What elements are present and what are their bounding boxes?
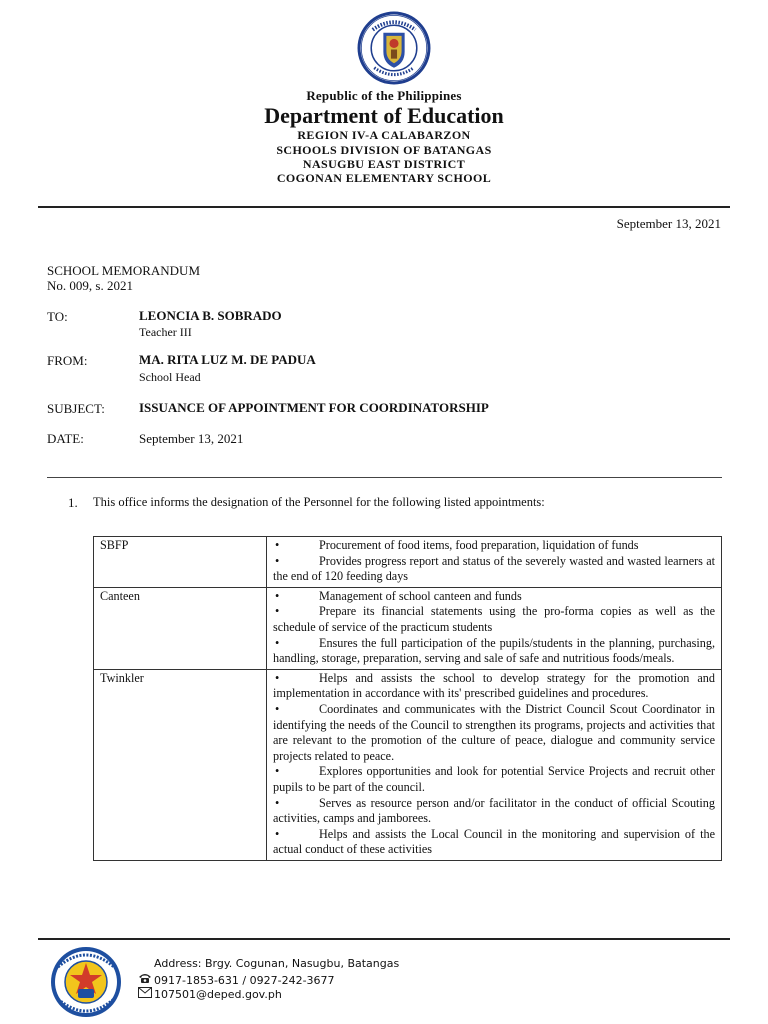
footer-phone: 0917-1853-631 / 0927-242-3677 — [154, 974, 335, 987]
date-label: DATE: — [47, 431, 84, 446]
appointments-table — [93, 536, 722, 861]
mail-icon — [138, 987, 154, 1001]
role-cell: Canteen — [94, 587, 267, 669]
table-row — [94, 669, 722, 860]
role-cell: SBFP — [94, 537, 267, 588]
department-title: Department of Education — [264, 103, 504, 128]
memo-divider — [47, 477, 722, 478]
duty-item: • Procurement of food items, food preparation, liquidation of funds — [275, 538, 639, 552]
republic-line: Republic of the Philippines — [306, 88, 462, 103]
from-label: FROM: — [47, 353, 88, 368]
role-cell: Twinkler — [94, 669, 267, 860]
from-title: School Head — [139, 370, 201, 384]
to-label: TO: — [47, 309, 68, 324]
duty-item: • Ensures the full participation of the pupils/students in the planning, purchasing, handling, storage, preparation, serving and sale of safe and nutritious foods/meals. — [273, 635, 715, 666]
bullet-icon: • — [275, 764, 280, 779]
bullet-icon: • — [275, 795, 280, 810]
memo-type: SCHOOL MEMORANDUM — [47, 263, 201, 278]
item-text: This office informs the designation of the Personnel for the following listed appointments: — [93, 495, 545, 509]
date-value: September 13, 2021 — [139, 431, 244, 446]
table-row — [94, 587, 722, 669]
bullet-icon: • — [275, 635, 280, 650]
deped-seal-logo — [356, 10, 432, 86]
to-name: LEONCIA B. SOBRADO — [139, 308, 282, 323]
subject-text: ISSUANCE OF APPOINTMENT FOR COORDINATORSHIP — [139, 400, 489, 415]
bullet-icon: • — [275, 588, 280, 603]
bullet-icon: • — [275, 701, 280, 716]
duty-item: • Explores opportunities and look for potential Service Projects and recruit other pupils to be part of the council. — [273, 764, 715, 794]
duties-cell — [267, 587, 722, 669]
bullet-icon: • — [275, 604, 280, 619]
footer-email: 107501@deped.gov.ph — [154, 988, 282, 1001]
subject-label: SUBJECT: — [47, 401, 105, 416]
memo-number: No. 009, s. 2021 — [47, 278, 133, 293]
division-line: SCHOOLS DIVISION OF BATANGAS — [276, 143, 492, 157]
memo-date-top: September 13, 2021 — [616, 216, 721, 231]
school-logo — [40, 945, 132, 1019]
duties-cell — [267, 537, 722, 588]
region-line: REGION IV-A CALABARZON — [297, 128, 471, 142]
duty-item: • Prepare its financial statements using the pro-forma copies as well as the schedule of service of the practicum students — [273, 604, 715, 634]
bullet-icon: • — [275, 826, 280, 841]
footer-divider — [38, 938, 730, 940]
duty-item: • Helps and assists the Local Council in the monitoring and supervision of the actual conduct of these activities — [273, 826, 715, 857]
duty-item: • Management of school canteen and funds — [275, 588, 522, 603]
duty-item: • Serves as resource person and/or facilitator in the conduct of official Scouting activities, camps and jamborees. — [273, 795, 715, 826]
footer-email-row — [138, 987, 282, 1001]
footer-address: Address: Brgy. Cogunan, Nasugbu, Batangas — [154, 957, 400, 970]
item-number: 1. — [68, 495, 78, 510]
from-name: MA. RITA LUZ M. DE PADUA — [139, 352, 316, 367]
header-divider — [38, 206, 730, 208]
duty-item: • Helps and assists the school to develop strategy for the promotion and implementation in accordance with its' prescribed guidelines and procedures. — [273, 670, 715, 701]
district-line: NASUGBU EAST DISTRICT — [302, 157, 466, 171]
bullet-icon: • — [275, 538, 280, 552]
duty-item: • Provides progress report and status of the severely wasted and wasted learners at the end of 120 feeding days — [273, 553, 715, 584]
duty-item: • Coordinates and communicates with the District Council Scout Coordinator in identifying the needs of the Council to strengthen its programs, projects and activities that are relevant to the promotion of the culture of peace, dialogue and community service projects related to peace. — [273, 701, 715, 763]
footer-phone-row — [138, 972, 335, 987]
to-title: Teacher III — [139, 325, 192, 339]
phone-icon — [138, 972, 154, 987]
duties-cell — [267, 669, 722, 860]
bullet-icon: • — [275, 553, 280, 568]
school-line: COGONAN ELEMENTARY SCHOOL — [276, 171, 492, 185]
table-row — [94, 537, 722, 588]
bullet-icon: • — [275, 670, 280, 685]
